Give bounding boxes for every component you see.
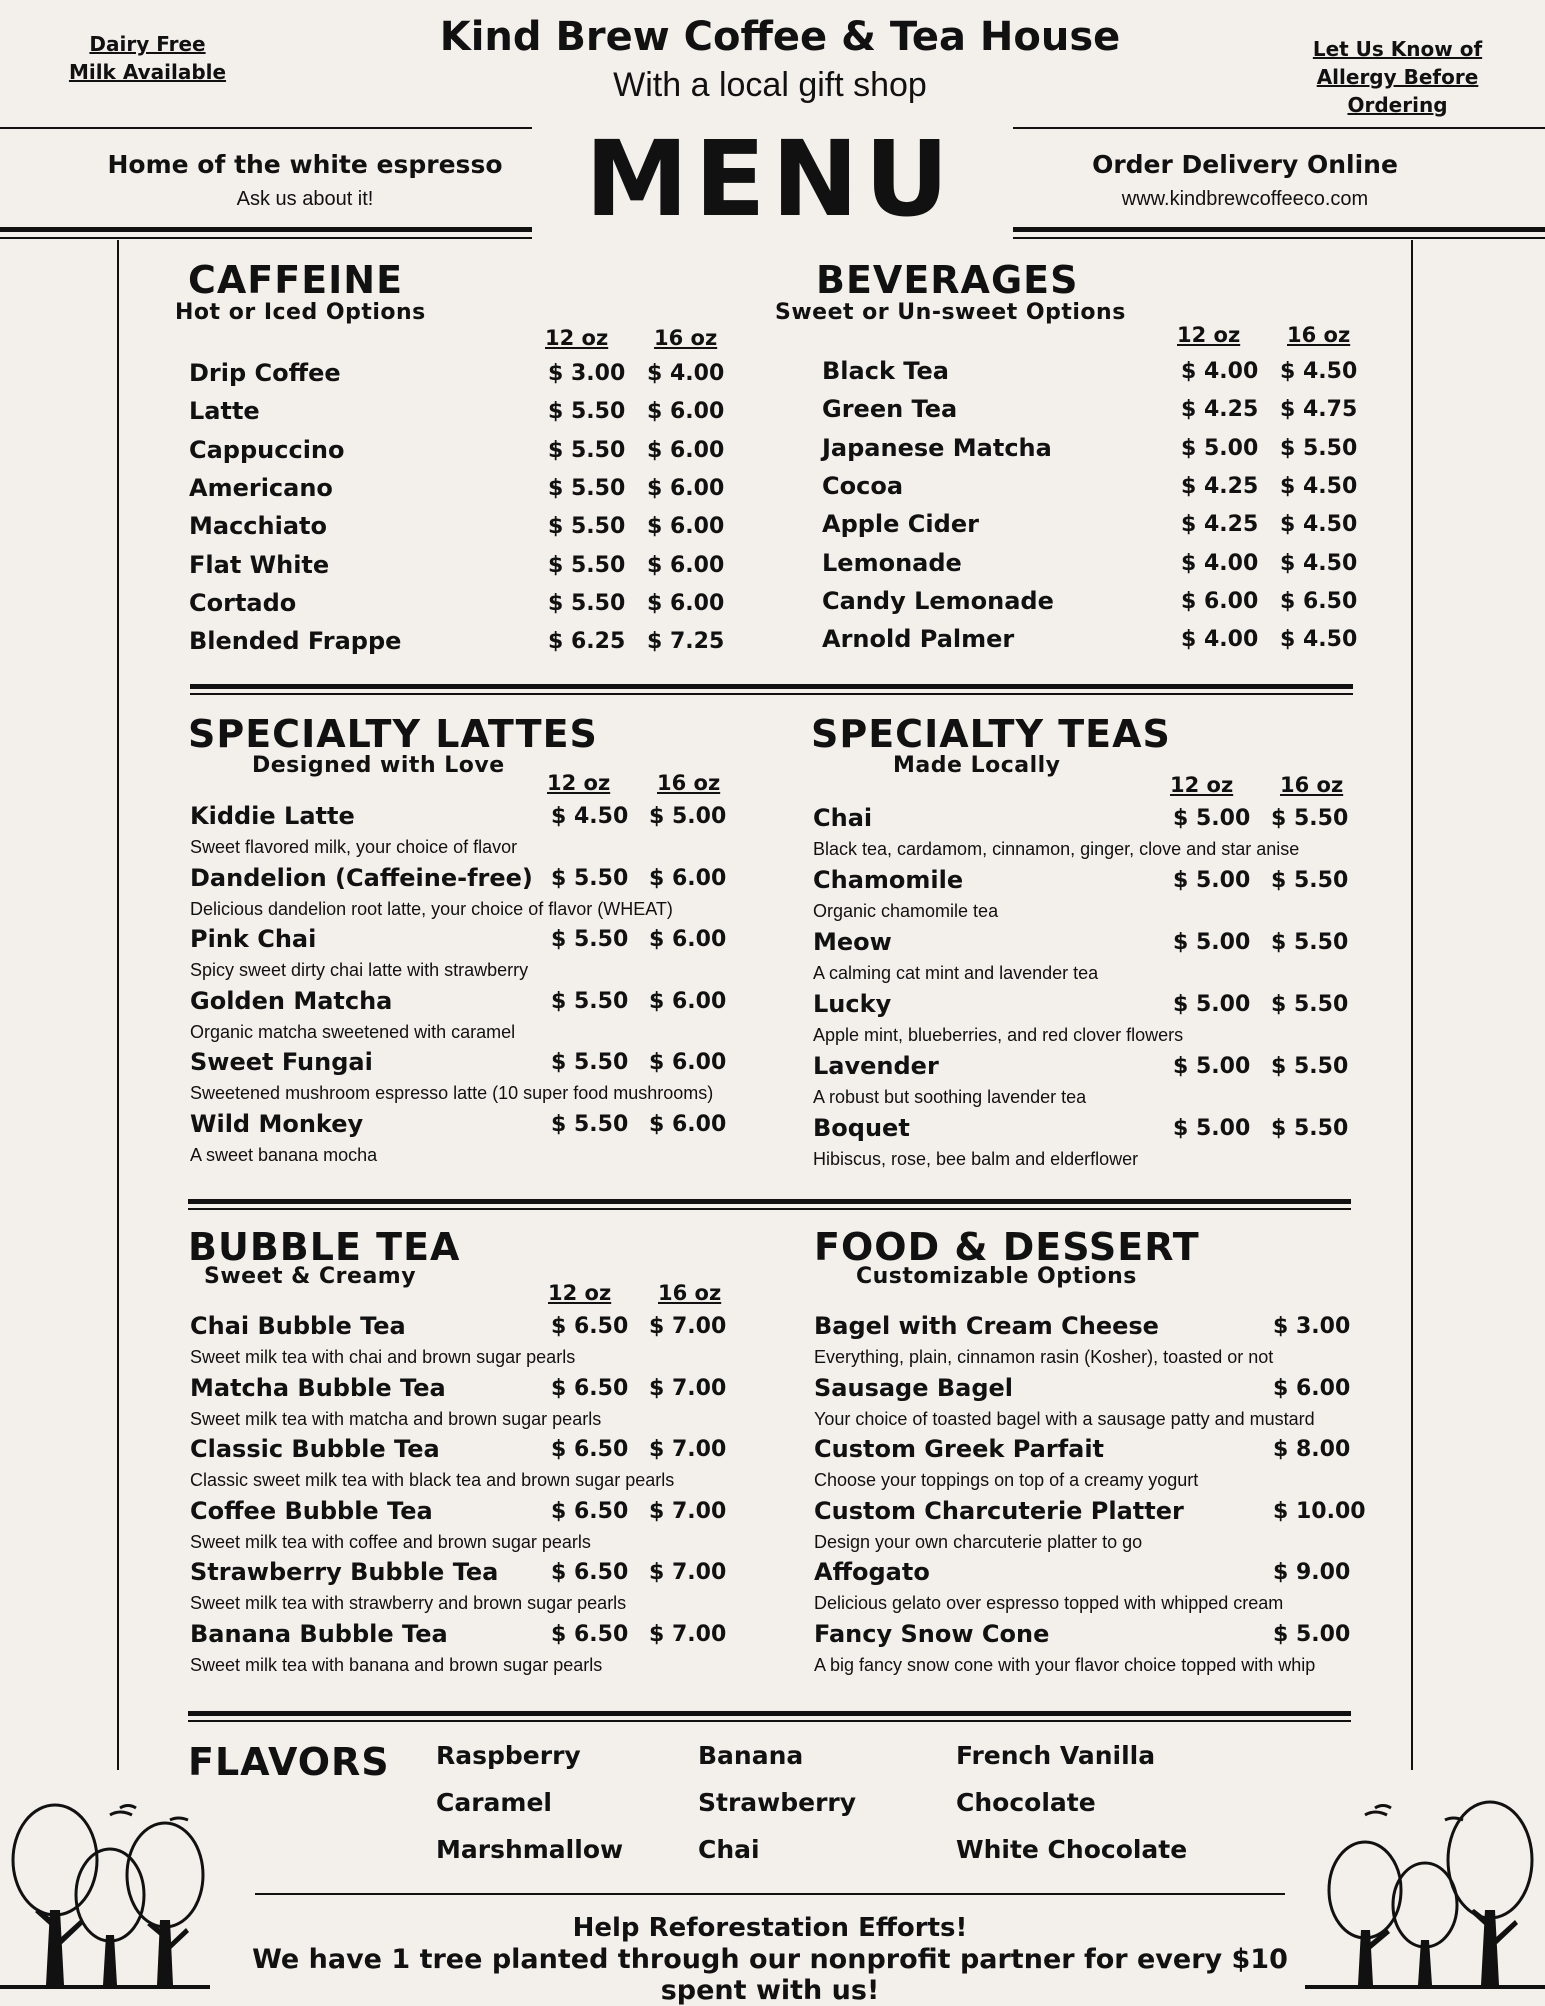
footer-heading: Help Reforestation Efforts! xyxy=(572,1913,968,1943)
size-16oz-header: 16 oz xyxy=(654,326,718,350)
price-12oz: $ 5.50 xyxy=(551,865,629,891)
menu-item-name[interactable]: Japanese Matcha xyxy=(822,433,1052,462)
price-12oz: $ 4.25 xyxy=(1181,397,1259,423)
menu-item-name[interactable]: Arnold Palmer xyxy=(822,625,1015,654)
dairy-free-note: Dairy Free Milk Available xyxy=(68,32,227,84)
price-16oz: $ 4.50 xyxy=(1280,473,1358,499)
menu-item-description: Your choice of toasted bagel with a sausage patty and mustard xyxy=(814,1408,1315,1429)
price-12oz: $ 6.00 xyxy=(1181,588,1259,614)
price-12oz: $ 6.50 xyxy=(551,1621,629,1647)
menu-item-description: Hibiscus, rose, bee balm and elderflower xyxy=(813,1149,1139,1169)
menu-item-description: Delicious gelato over espresso topped with whipped cream xyxy=(814,1593,1284,1613)
price: $ 6.00 xyxy=(1273,1375,1351,1401)
price-12oz: $ 5.50 xyxy=(548,514,626,540)
price-12oz: $ 6.50 xyxy=(551,1375,629,1401)
price-16oz: $ 7.00 xyxy=(649,1560,727,1585)
price-16oz: $ 6.00 xyxy=(649,927,727,952)
specialty-lattes-subtitle: Designed with Love xyxy=(252,753,505,778)
menu-item-name[interactable]: Custom Greek Parfait xyxy=(814,1435,1105,1463)
price-16oz: $ 6.00 xyxy=(649,988,727,1014)
price-12oz: $ 5.50 xyxy=(551,988,629,1014)
size-16oz-header: 16 oz xyxy=(657,771,721,795)
flavor-item: Chai xyxy=(698,1835,760,1864)
price: $ 5.00 xyxy=(1273,1621,1351,1647)
menu-item-name[interactable]: Candy Lemonade xyxy=(822,586,1054,615)
menu-item-name[interactable]: Custom Charcuterie Platter xyxy=(814,1496,1184,1525)
footer-message: We have 1 tree planted through our nonprofit partner for every $10 spent with us! xyxy=(252,1944,1288,2006)
price-16oz: $ 5.00 xyxy=(649,804,727,829)
specialty-teas-subtitle: Made Locally xyxy=(893,753,1061,778)
menu-item-description: Classic sweet milk tea with black tea and brown sugar pearls xyxy=(190,1470,675,1490)
divider xyxy=(0,127,532,129)
divider xyxy=(1013,227,1545,232)
price-16oz: $ 6.00 xyxy=(647,552,725,578)
price-16oz: $ 7.00 xyxy=(649,1437,727,1462)
price-12oz: $ 5.00 xyxy=(1173,930,1251,955)
price-16oz: $ 6.50 xyxy=(1280,588,1358,614)
price-12oz: $ 5.00 xyxy=(1173,868,1251,893)
section-divider xyxy=(190,693,1353,695)
menu-item-name[interactable]: Blended Frappe xyxy=(189,627,402,656)
price-12oz: $ 5.50 xyxy=(548,590,626,616)
price-16oz: $ 5.50 xyxy=(1271,868,1349,893)
flavor-item: Raspberry xyxy=(436,1741,581,1770)
trees-illustration-left xyxy=(0,1780,210,2000)
food-subtitle: Customizable Options xyxy=(856,1264,1137,1289)
menu-item-name[interactable]: Pink Chai xyxy=(190,925,317,953)
menu-item-description: Apple mint, blueberries, and red clover flowers xyxy=(813,1025,1184,1045)
menu-item-name[interactable]: Sausage Bagel xyxy=(814,1373,1014,1402)
price-12oz: $ 5.00 xyxy=(1173,806,1251,831)
price-12oz: $ 5.50 xyxy=(548,552,626,578)
price-12oz: $ 5.50 xyxy=(551,1050,629,1075)
menu-item-name[interactable]: Banana Bubble Tea xyxy=(190,1619,448,1648)
footer-divider xyxy=(255,1893,1285,1895)
menu-item-name[interactable]: Macchiato xyxy=(189,512,327,541)
price-16oz: $ 7.00 xyxy=(649,1498,727,1524)
price-12oz: $ 5.50 xyxy=(548,399,626,425)
menu-item-name[interactable]: Golden Matcha xyxy=(190,986,393,1015)
menu-item-name[interactable]: Coffee Bubble Tea xyxy=(190,1496,433,1525)
flavor-item: Chocolate xyxy=(956,1788,1096,1817)
menu-heading: MENU xyxy=(584,118,956,240)
price-12oz: $ 6.50 xyxy=(551,1437,629,1462)
price-16oz: $ 4.50 xyxy=(1280,627,1358,653)
menu-item-name[interactable]: Drip Coffee xyxy=(189,359,341,387)
caffeine-subtitle: Hot or Iced Options xyxy=(175,300,426,325)
menu-item-name[interactable]: Kiddie Latte xyxy=(190,802,355,830)
menu-item-name[interactable]: Dandelion (Caffeine-free) xyxy=(190,863,533,892)
menu-item-description: Organic matcha sweetened with caramel xyxy=(190,1021,516,1042)
menu-item-name[interactable]: Classic Bubble Tea xyxy=(190,1435,440,1463)
menu-item-description: Sweet milk tea with banana and brown sugar pearls xyxy=(190,1654,603,1675)
menu-item-name[interactable]: Americano xyxy=(189,473,333,502)
price-16oz: $ 4.75 xyxy=(1280,397,1358,423)
price-16oz: $ 7.25 xyxy=(647,629,725,655)
price-16oz: $ 5.50 xyxy=(1271,930,1349,955)
menu-item-description: A calming cat mint and lavender tea xyxy=(813,963,1099,983)
price-16oz: $ 6.00 xyxy=(647,475,725,501)
menu-item-name[interactable]: Boquet xyxy=(813,1114,910,1142)
price-16oz: $ 5.50 xyxy=(1271,1116,1349,1141)
menu-item-description: A sweet banana mocha xyxy=(190,1144,378,1165)
section-divider xyxy=(188,1199,1351,1204)
price-12oz: $ 4.25 xyxy=(1181,473,1259,499)
price-12oz: $ 5.00 xyxy=(1173,1054,1251,1079)
size-12oz-header: 12 oz xyxy=(548,1281,612,1305)
flavor-item: Caramel xyxy=(436,1788,552,1817)
menu-item-description: Sweet milk tea with matcha and brown sugar pearls xyxy=(190,1408,602,1429)
beverages-title: BEVERAGES xyxy=(816,258,1079,302)
flavor-item: Strawberry xyxy=(698,1788,857,1817)
white-espresso-sub: Ask us about it! xyxy=(236,188,374,210)
price-12oz: $ 5.50 xyxy=(551,1111,629,1137)
price-12oz: $ 6.25 xyxy=(548,629,626,655)
price-12oz: $ 4.50 xyxy=(551,804,629,829)
section-divider xyxy=(190,684,1353,689)
section-divider xyxy=(188,1720,1351,1722)
food-title: FOOD & DESSERT xyxy=(814,1225,1200,1269)
price-12oz: $ 5.50 xyxy=(551,927,629,952)
price: $ 3.00 xyxy=(1273,1314,1351,1339)
menu-item-description: Delicious dandelion root latte, your choice of flavor (WHEAT) xyxy=(190,898,673,919)
menu-item-description: A big fancy snow cone with your flavor choice topped with whip xyxy=(814,1654,1316,1675)
specialty-lattes-title: SPECIALTY LATTES xyxy=(188,712,598,756)
menu-item-description: Sweet milk tea with coffee and brown sugar pearls xyxy=(190,1531,591,1552)
menu-item-name[interactable]: Strawberry Bubble Tea xyxy=(190,1558,499,1586)
menu-item-name[interactable]: Green Tea xyxy=(822,395,958,424)
price-16oz: $ 4.50 xyxy=(1280,512,1358,538)
flavor-item: Banana xyxy=(698,1741,804,1770)
price-16oz: $ 5.50 xyxy=(1271,992,1349,1017)
flavors-title: FLAVORS xyxy=(188,1740,390,1784)
section-divider xyxy=(188,1711,1351,1716)
size-12oz-header: 12 oz xyxy=(1170,773,1234,797)
price-12oz: $ 6.50 xyxy=(551,1498,629,1524)
flavor-item: Marshmallow xyxy=(436,1835,624,1864)
size-12oz-header: 12 oz xyxy=(1177,323,1241,347)
price-16oz: $ 7.00 xyxy=(649,1621,727,1647)
price-12oz: $ 5.00 xyxy=(1173,1116,1251,1141)
price-16oz: $ 6.00 xyxy=(649,1050,727,1075)
divider xyxy=(0,227,532,232)
delivery-url[interactable]: www.kindbrewcoffeeco.com xyxy=(1121,188,1369,210)
price-12oz: $ 4.00 xyxy=(1181,359,1259,384)
price-12oz: $ 5.00 xyxy=(1173,992,1251,1017)
price-16oz: $ 5.50 xyxy=(1280,435,1358,461)
menu-item-name[interactable]: Apple Cider xyxy=(822,510,979,539)
price-16oz: $ 7.00 xyxy=(649,1314,727,1339)
menu-item-description: Everything, plain, cinnamon rasin (Kosher), toasted or not xyxy=(814,1347,1274,1367)
beverages-subtitle: Sweet or Un-sweet Options xyxy=(775,300,1126,325)
menu-item-name[interactable]: Affogato xyxy=(814,1558,930,1586)
frame-right xyxy=(1411,240,1413,1770)
menu-item-name[interactable]: Chai xyxy=(813,804,873,832)
trees-illustration-right xyxy=(1305,1780,1545,2000)
flavor-item: White Chocolate xyxy=(956,1835,1188,1864)
price-12oz: $ 4.25 xyxy=(1181,512,1259,538)
specialty-teas-title: SPECIALTY TEAS xyxy=(811,712,1171,756)
price-16oz: $ 6.00 xyxy=(647,514,725,540)
price-16oz: $ 4.50 xyxy=(1280,550,1358,576)
price-12oz: $ 4.00 xyxy=(1181,627,1259,653)
menu-item-name[interactable]: Black Tea xyxy=(822,357,949,385)
menu-item-name[interactable]: Lemonade xyxy=(822,548,962,577)
menu-item-name[interactable]: Cocoa xyxy=(822,471,904,500)
price-12oz: $ 3.00 xyxy=(548,361,626,386)
menu-item-name[interactable]: Cappuccino xyxy=(189,435,345,464)
price-12oz: $ 6.50 xyxy=(551,1314,629,1339)
divider xyxy=(0,237,532,239)
allergy-note: Let Us Know of Allergy Before Ordering xyxy=(1312,37,1483,117)
price-16oz: $ 5.50 xyxy=(1271,1054,1349,1079)
price-12oz: $ 5.00 xyxy=(1181,435,1259,461)
price-12oz: $ 5.50 xyxy=(548,475,626,501)
price-16oz: $ 6.00 xyxy=(649,1111,727,1137)
size-12oz-header: 12 oz xyxy=(545,326,609,350)
menu-item-description: Sweetened mushroom espresso latte (10 super food mushrooms) xyxy=(190,1083,714,1103)
menu-item-name[interactable]: Bagel with Cream Cheese xyxy=(814,1312,1159,1340)
bubble-tea-subtitle: Sweet & Creamy xyxy=(204,1264,417,1289)
price-12oz: $ 6.50 xyxy=(551,1560,629,1585)
price-16oz: $ 6.00 xyxy=(649,865,727,891)
price-16oz: $ 5.50 xyxy=(1271,806,1349,831)
delivery-heading: Order Delivery Online xyxy=(1092,150,1398,179)
menu-item-name[interactable]: Flat White xyxy=(189,550,330,579)
menu-item-description: Spicy sweet dirty chai latte with strawberry xyxy=(190,960,529,980)
menu-item-name[interactable]: Lavender xyxy=(813,1052,939,1080)
menu-item-name[interactable]: Cortado xyxy=(189,588,297,617)
menu-item-description: Design your own charcuterie platter to go xyxy=(814,1531,1143,1552)
caffeine-title: CAFFEINE xyxy=(188,258,404,302)
menu-item-name[interactable]: Meow xyxy=(813,928,892,956)
menu-item-name[interactable]: Wild Monkey xyxy=(190,1109,364,1138)
menu-item-name[interactable]: Latte xyxy=(189,397,260,426)
price: $ 8.00 xyxy=(1273,1437,1351,1462)
menu-item-description: Organic chamomile tea xyxy=(813,901,999,921)
menu-item-description: Choose your toppings on top of a creamy yogurt xyxy=(814,1470,1199,1490)
price-16oz: $ 6.00 xyxy=(647,437,725,463)
price-12oz: $ 5.50 xyxy=(548,437,626,463)
size-16oz-header: 16 oz xyxy=(658,1281,722,1305)
price: $ 10.00 xyxy=(1273,1498,1366,1524)
shop-subtitle: With a local gift shop xyxy=(613,66,927,104)
price-16oz: $ 4.50 xyxy=(1280,359,1358,384)
price-16oz: $ 4.00 xyxy=(647,361,725,386)
size-12oz-header: 12 oz xyxy=(547,771,611,795)
white-espresso-heading: Home of the white espresso xyxy=(107,150,503,179)
divider xyxy=(1013,237,1545,239)
flavor-item: French Vanilla xyxy=(956,1741,1156,1770)
divider xyxy=(1013,127,1545,129)
menu-item-name[interactable]: Chai Bubble Tea xyxy=(190,1312,406,1340)
price: $ 9.00 xyxy=(1273,1560,1351,1585)
size-16oz-header: 16 oz xyxy=(1280,773,1344,797)
price-12oz: $ 4.00 xyxy=(1181,550,1259,576)
price-16oz: $ 6.00 xyxy=(647,399,725,425)
menu-item-name[interactable]: Sweet Fungai xyxy=(190,1048,373,1076)
price-16oz: $ 6.00 xyxy=(647,590,725,616)
section-divider xyxy=(188,1208,1351,1210)
shop-title: Kind Brew Coffee & Tea House xyxy=(439,14,1121,60)
menu-item-description: A robust but soothing lavender tea xyxy=(813,1087,1087,1107)
menu-item-name[interactable]: Fancy Snow Cone xyxy=(814,1619,1050,1648)
menu-item-description: Black tea, cardamom, cinnamon, ginger, clove and star anise xyxy=(813,839,1300,859)
menu-item-description: Sweet flavored milk, your choice of flavor xyxy=(190,837,518,857)
menu-item-description: Sweet milk tea with strawberry and brown sugar pearls xyxy=(190,1593,627,1613)
menu-item-name[interactable]: Chamomile xyxy=(813,866,964,894)
menu-item-name[interactable]: Matcha Bubble Tea xyxy=(190,1373,446,1402)
menu-item-description: Sweet milk tea with chai and brown sugar pearls xyxy=(190,1347,576,1367)
size-16oz-header: 16 oz xyxy=(1287,323,1351,347)
bubble-tea-title: BUBBLE TEA xyxy=(188,1225,461,1269)
price-16oz: $ 7.00 xyxy=(649,1375,727,1401)
menu-item-name[interactable]: Lucky xyxy=(813,990,892,1018)
frame-left xyxy=(117,240,119,1770)
